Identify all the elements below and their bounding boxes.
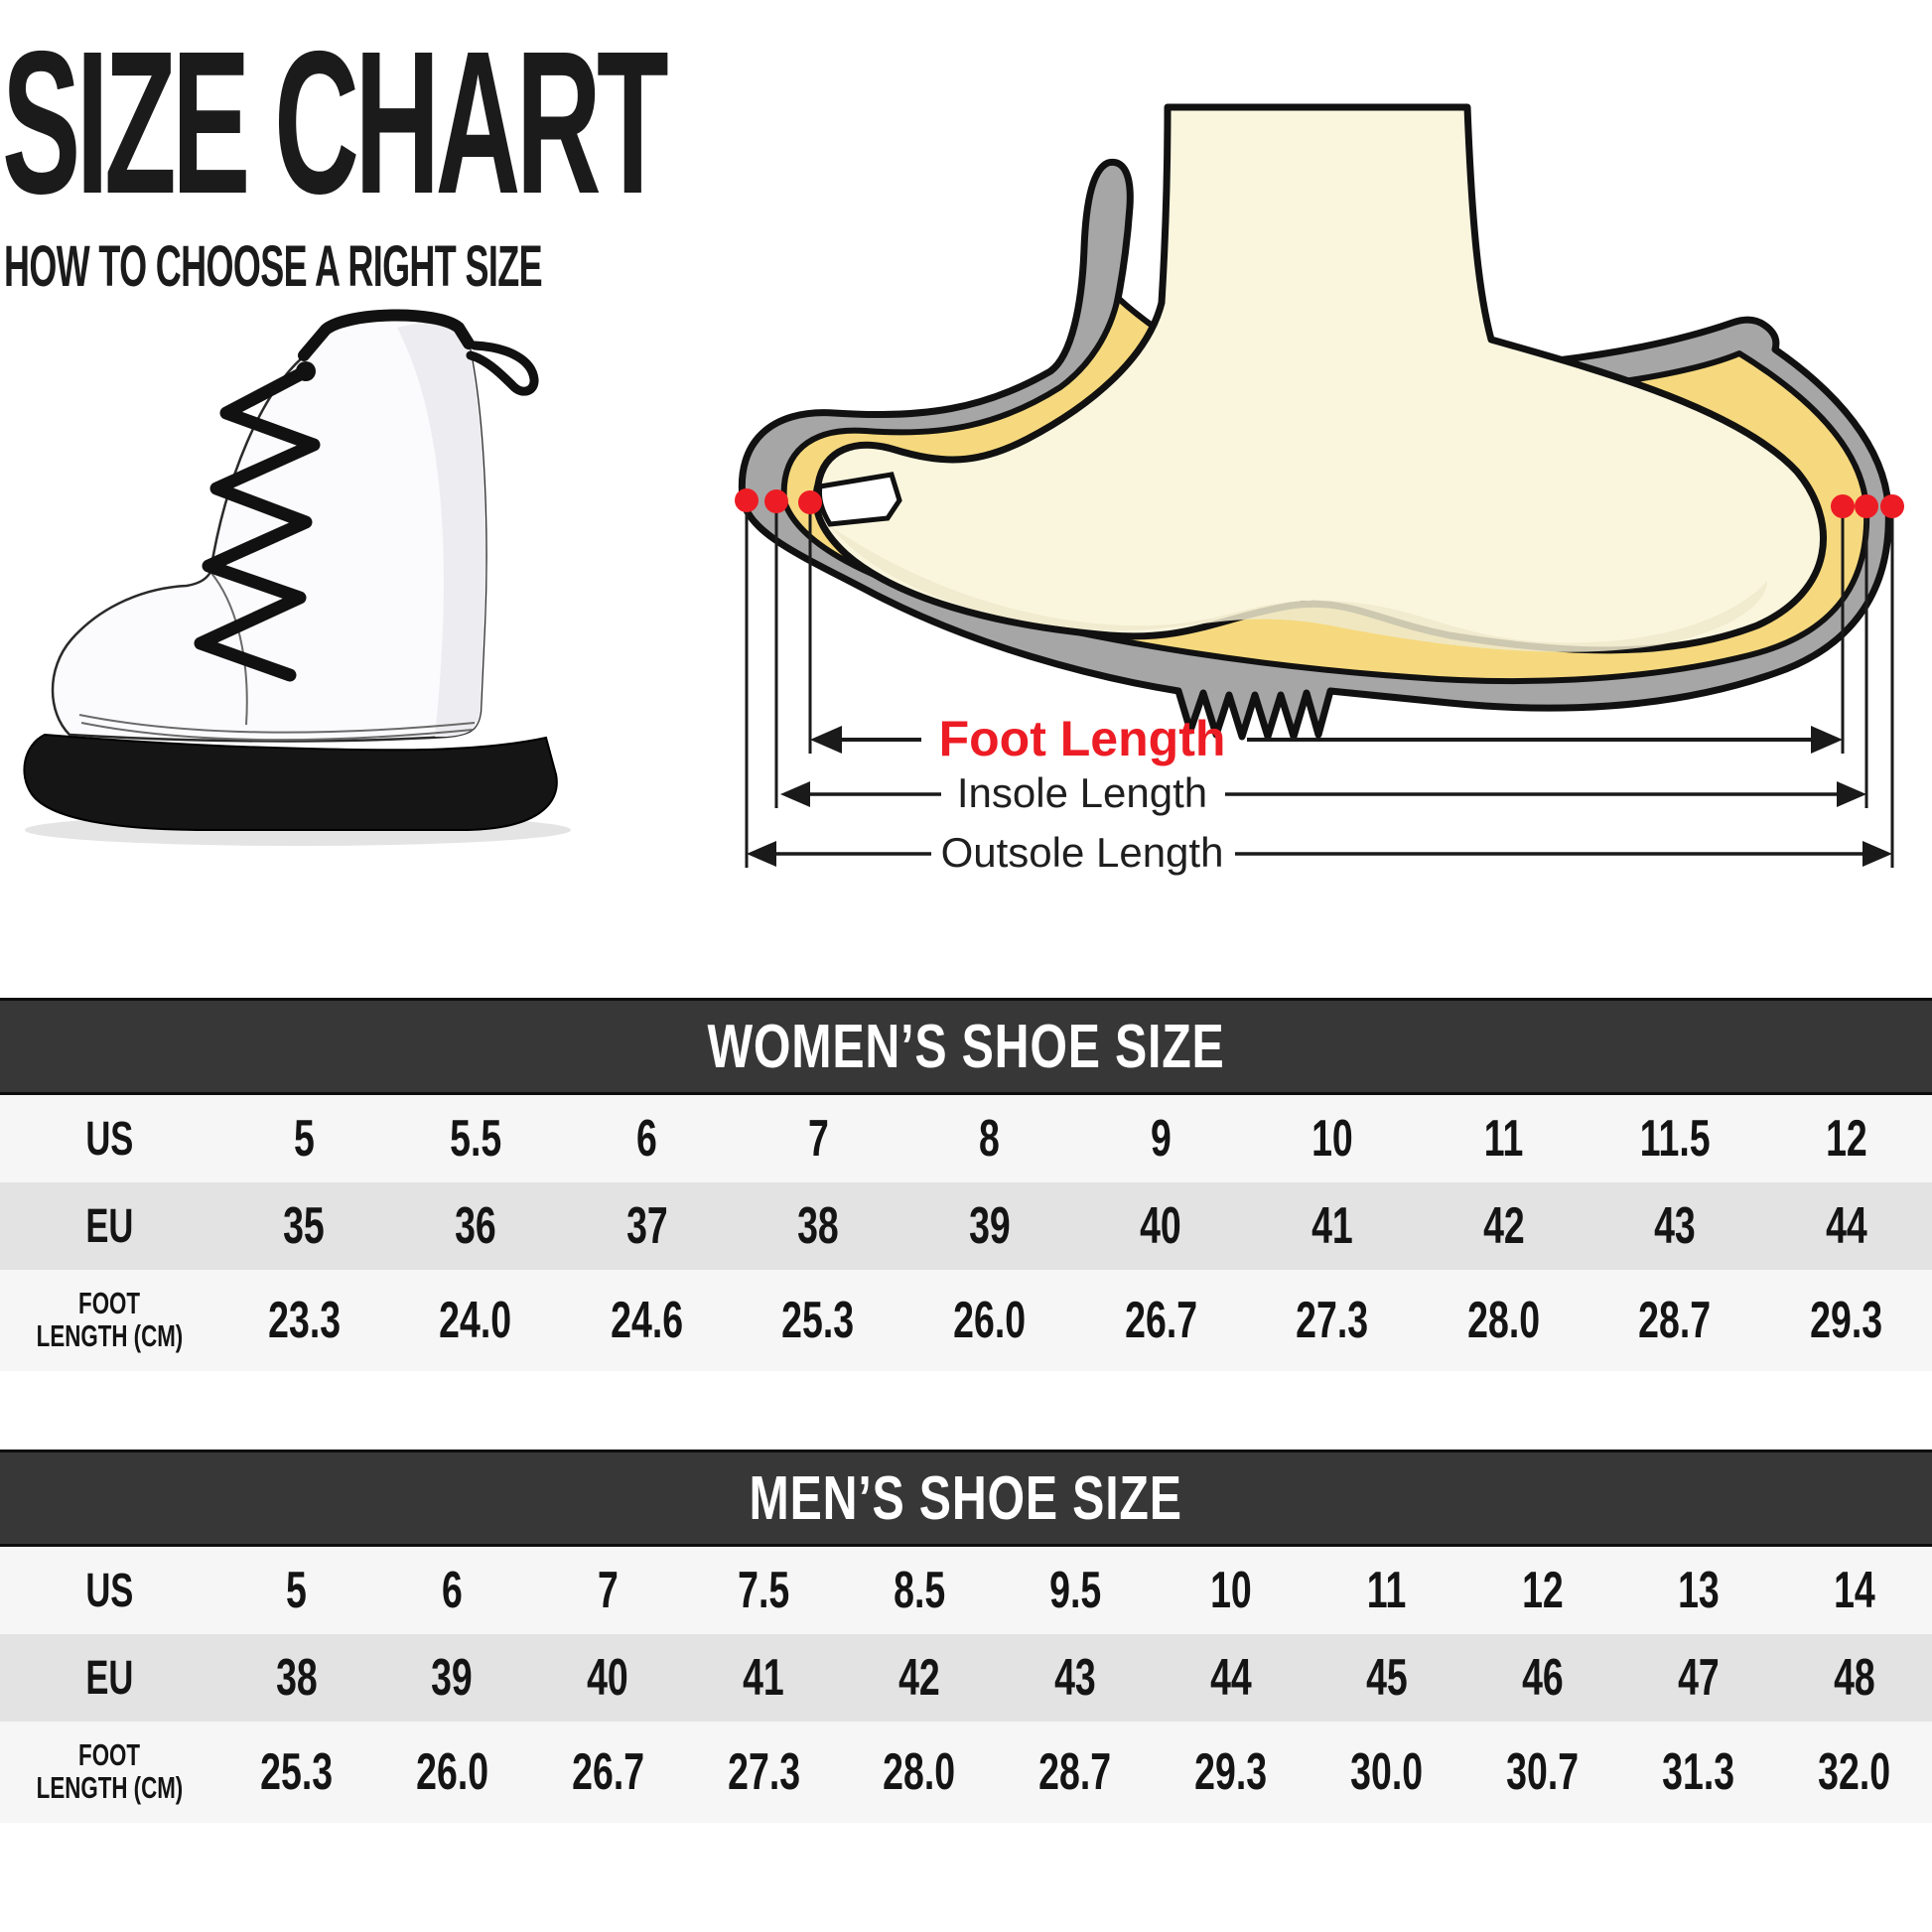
table-row (0, 1722, 1932, 1823)
size-value: 38 (797, 1197, 839, 1255)
size-value: 24.0 (439, 1292, 512, 1349)
size-value-cell (1464, 1648, 1620, 1708)
size-value: 14 (1833, 1562, 1875, 1619)
size-value: 43 (1654, 1197, 1696, 1255)
size-value: 23.3 (267, 1292, 341, 1349)
size-value: 7 (807, 1110, 829, 1168)
size-value-cell (998, 1742, 1154, 1802)
size-value: 12 (1521, 1562, 1564, 1619)
mens-table-title: MEN’S SHOE SIZE (749, 1463, 1183, 1533)
size-value-cell (998, 1648, 1154, 1708)
size-value-cell (530, 1648, 686, 1708)
size-value-cell (686, 1561, 842, 1620)
size-value-cell (842, 1561, 998, 1620)
size-value-cell (561, 1109, 733, 1169)
size-value-cell (842, 1648, 998, 1708)
size-value-cell (561, 1196, 733, 1256)
page-subtitle: HOW TO CHOOSE A RIGHT SIZE (4, 233, 542, 299)
row-label (0, 1288, 218, 1352)
size-value: 25.3 (781, 1292, 855, 1349)
womens-table-title-bar (0, 998, 1932, 1095)
size-value: 5.5 (449, 1110, 501, 1168)
size-value-cell (1153, 1648, 1309, 1708)
size-value: 28.0 (883, 1743, 956, 1801)
size-value: 11.5 (1639, 1110, 1711, 1168)
size-value: 31.3 (1662, 1743, 1735, 1801)
insole-length-arrow (780, 781, 1866, 807)
size-value-cell (903, 1109, 1075, 1169)
table-row (0, 1095, 1932, 1182)
row-label-text: EU (84, 1651, 134, 1705)
size-value: 37 (625, 1197, 668, 1255)
table-row (0, 1547, 1932, 1634)
row-label-line: LENGTH (CM) (36, 1770, 183, 1805)
row-label (0, 1651, 218, 1706)
table-row (0, 1182, 1932, 1270)
size-value: 39 (968, 1197, 1011, 1255)
size-value: 30.7 (1506, 1743, 1580, 1801)
row-label (0, 1199, 218, 1254)
size-value-cell (1153, 1742, 1309, 1802)
size-value: 39 (431, 1649, 474, 1707)
size-value-cell (1589, 1196, 1761, 1256)
size-value: 32.0 (1818, 1743, 1890, 1801)
size-value-cell (1309, 1648, 1464, 1708)
size-value-cell (1589, 1109, 1761, 1169)
row-label-line: LENGTH (CM) (36, 1318, 183, 1353)
size-value: 28.0 (1467, 1292, 1540, 1349)
size-value: 45 (1365, 1649, 1408, 1707)
insole-length-label: Insole Length (956, 769, 1208, 816)
boot-product-image (10, 286, 635, 852)
size-value-cell (218, 1196, 390, 1256)
size-value-cell (218, 1648, 374, 1708)
size-value-cell (218, 1291, 390, 1350)
size-value: 10 (1210, 1562, 1252, 1619)
boot-eyelet (296, 361, 316, 381)
size-value-cell (1464, 1561, 1620, 1620)
size-value: 25.3 (260, 1743, 333, 1801)
size-value-cell (1418, 1109, 1589, 1169)
size-value: 6 (636, 1110, 657, 1168)
size-value-cell (1075, 1196, 1247, 1256)
size-value: 48 (1833, 1649, 1875, 1707)
size-value-cell (903, 1196, 1075, 1256)
size-value: 27.3 (727, 1743, 800, 1801)
size-value-cell (733, 1291, 904, 1350)
size-value-cell (374, 1561, 530, 1620)
size-value: 11 (1367, 1562, 1407, 1619)
size-value-cell (1620, 1561, 1776, 1620)
size-value: 35 (283, 1197, 326, 1255)
size-value-cell (1075, 1109, 1247, 1169)
size-value: 13 (1677, 1562, 1720, 1619)
size-value: 9 (1150, 1110, 1172, 1168)
size-value: 29.3 (1810, 1292, 1883, 1349)
womens-table-title: WOMEN’S SHOE SIZE (707, 1012, 1225, 1081)
size-value-cell (733, 1109, 904, 1169)
outsole-length-arrow (747, 841, 1892, 867)
size-value-cell (1620, 1648, 1776, 1708)
row-label (0, 1112, 218, 1167)
size-value-cell (218, 1561, 374, 1620)
size-value: 5 (293, 1110, 315, 1168)
size-value-cell (1247, 1109, 1419, 1169)
table-row (0, 1634, 1932, 1722)
size-value: 41 (1311, 1197, 1353, 1255)
size-value: 8.5 (894, 1562, 946, 1619)
size-value: 41 (743, 1649, 784, 1707)
size-value: 7.5 (738, 1562, 790, 1619)
foot-measurement-diagram (635, 89, 1926, 894)
size-value-cell (1589, 1291, 1761, 1350)
size-value-cell (1309, 1742, 1464, 1802)
size-value-cell (686, 1742, 842, 1802)
size-value: 7 (597, 1562, 619, 1619)
row-label-text: US (84, 1564, 134, 1617)
size-value: 12 (1825, 1110, 1867, 1168)
size-value-cell (1418, 1291, 1589, 1350)
size-value-cell (218, 1742, 374, 1802)
size-value: 26.0 (953, 1292, 1027, 1349)
size-value: 47 (1677, 1649, 1720, 1707)
size-value-cell (1418, 1196, 1589, 1256)
size-value-cell (530, 1561, 686, 1620)
size-value: 44 (1825, 1197, 1867, 1255)
size-value-cell (1309, 1561, 1464, 1620)
foot-length-label: Foot Length (938, 711, 1226, 766)
size-value-cell (1247, 1196, 1419, 1256)
size-value-cell (390, 1291, 562, 1350)
size-value: 42 (898, 1649, 940, 1707)
size-value-cell (1760, 1291, 1932, 1350)
size-value-cell (903, 1291, 1075, 1350)
size-value-cell (1153, 1561, 1309, 1620)
size-value: 11 (1483, 1110, 1524, 1168)
size-value-cell (1776, 1561, 1932, 1620)
size-value: 43 (1054, 1649, 1096, 1707)
page-title: SIZE CHART (2, 9, 664, 236)
size-value: 40 (587, 1649, 629, 1707)
boot-heel-loop (471, 345, 534, 391)
size-value: 28.7 (1038, 1743, 1112, 1801)
size-value-cell (390, 1109, 562, 1169)
size-value-cell (1075, 1291, 1247, 1350)
size-value: 40 (1140, 1197, 1182, 1255)
size-value: 44 (1210, 1649, 1252, 1707)
boot-sole (24, 735, 556, 830)
size-value-cell (530, 1742, 686, 1802)
womens-size-table (0, 998, 1932, 1371)
size-value: 38 (275, 1649, 318, 1707)
size-value: 26.7 (1124, 1292, 1197, 1349)
row-label-line: FOOT (77, 1737, 140, 1773)
size-value: 26.7 (571, 1743, 644, 1801)
mens-table-title-bar (0, 1449, 1932, 1547)
size-value-cell (1776, 1742, 1932, 1802)
size-value: 30.0 (1350, 1743, 1424, 1801)
row-label (0, 1564, 218, 1618)
mens-table-rows (0, 1547, 1932, 1823)
size-value-cell (1760, 1109, 1932, 1169)
size-value-cell (390, 1196, 562, 1256)
mens-size-table (0, 1449, 1932, 1823)
size-value-cell (686, 1648, 842, 1708)
size-value: 46 (1521, 1649, 1564, 1707)
row-label (0, 1739, 218, 1804)
size-value: 5 (286, 1562, 307, 1619)
size-value: 27.3 (1296, 1292, 1369, 1349)
size-value: 8 (979, 1110, 1001, 1168)
size-value-cell (842, 1742, 998, 1802)
size-value: 29.3 (1194, 1743, 1268, 1801)
table-row (0, 1270, 1932, 1371)
size-value-cell (1247, 1291, 1419, 1350)
size-value-cell (561, 1291, 733, 1350)
row-label-text: US (84, 1112, 134, 1166)
size-value: 26.0 (415, 1743, 488, 1801)
size-value-cell (998, 1561, 1154, 1620)
size-value-cell (218, 1109, 390, 1169)
size-value-cell (733, 1196, 904, 1256)
size-value: 10 (1311, 1110, 1353, 1168)
size-value-cell (374, 1648, 530, 1708)
size-value-cell (1464, 1742, 1620, 1802)
size-value-cell (1760, 1196, 1932, 1256)
size-value: 42 (1482, 1197, 1525, 1255)
size-value-cell (1776, 1648, 1932, 1708)
row-label-line: FOOT (77, 1286, 140, 1321)
size-value: 28.7 (1638, 1292, 1712, 1349)
size-value: 36 (455, 1197, 496, 1255)
outsole-length-label: Outsole Length (940, 829, 1224, 876)
size-value-cell (374, 1742, 530, 1802)
womens-table-rows (0, 1095, 1932, 1371)
row-label-text: EU (84, 1199, 134, 1253)
size-value: 6 (441, 1562, 463, 1619)
size-value: 9.5 (1048, 1562, 1102, 1619)
size-value: 24.6 (611, 1292, 683, 1349)
size-value-cell (1620, 1742, 1776, 1802)
